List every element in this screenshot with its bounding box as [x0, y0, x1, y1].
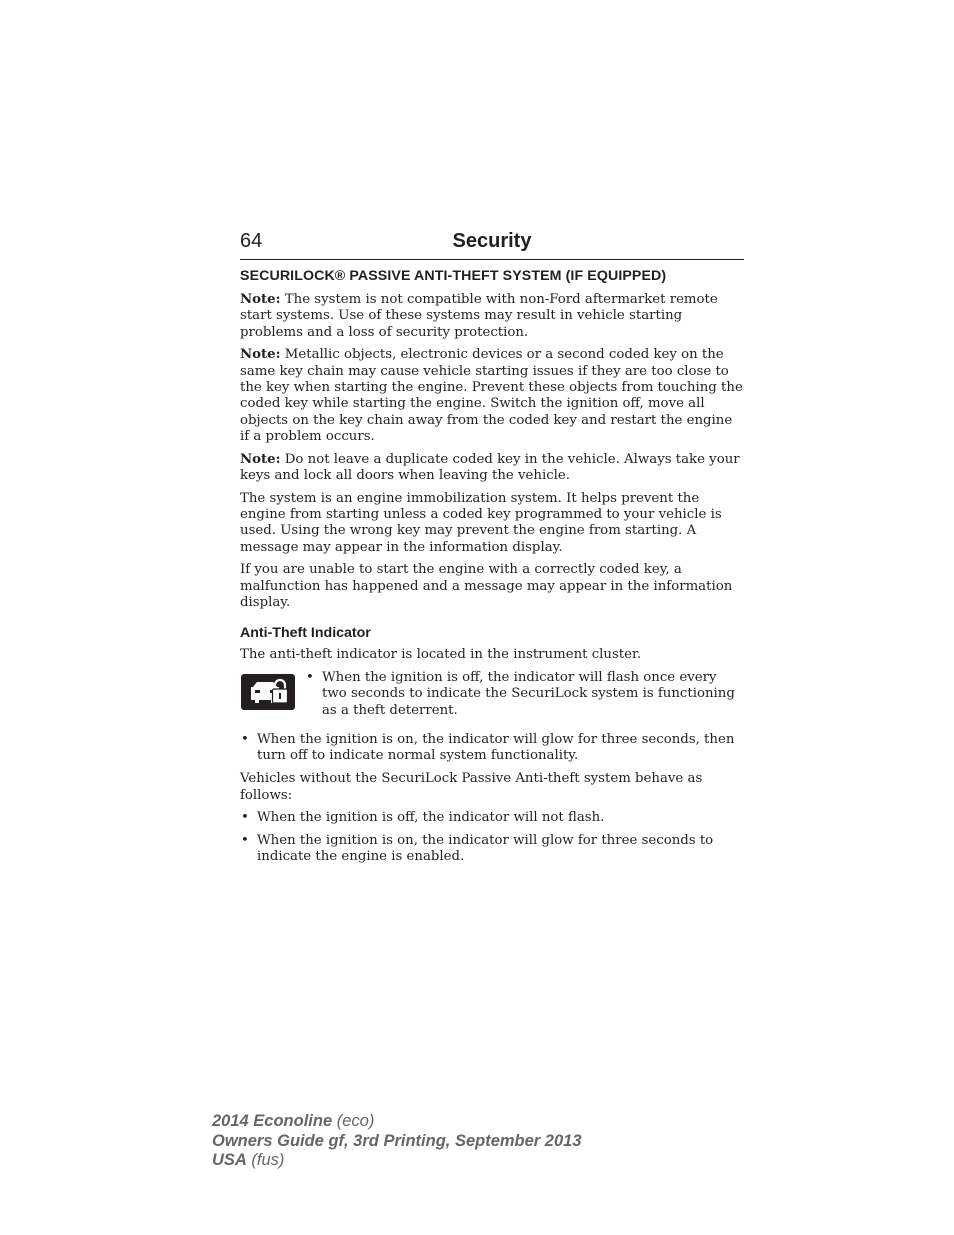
body-paragraph: If you are unable to start the engine with a correctly coded key, a malfunction has happened and a message may appear in the information display. [240, 562, 733, 611]
footer-market-code: (fus) [246, 1151, 285, 1169]
list-item [305, 670, 744, 719]
footer-market: USA [212, 1151, 247, 1169]
page-header [240, 229, 744, 260]
note-text: The system is not compatible with non-Ford aftermarket remote start systems. Use of these systems may result in vehicle starting problems and a loss of security protection. [240, 292, 718, 340]
note-text: Metallic objects, electronic devices or a second coded key on the same key chain may cause vehicle starting issues if they are too close to the key when starting the engine. Prevent these objects from touching the coded key while starting the engine. Switch the ignition off, move all objects on the key chain away from the coded key and restart the engine if a problem occurs. [240, 347, 743, 444]
bullet-mark: • [241, 833, 249, 849]
footer-model-code: (eco) [332, 1112, 375, 1130]
anti-theft-heading: Anti-Theft Indicator [240, 625, 371, 642]
page-content [240, 266, 744, 872]
note-label: Note: [240, 292, 281, 307]
body-paragraph: The system is an engine immobilization system. It helps prevent the engine from starting unless a coded key programmed to your vehicle is used. Using the wrong key may prevent the engine from starting. A message may appear in the information display. [240, 490, 722, 555]
note-paragraph [240, 452, 744, 485]
bullet-mark: • [306, 670, 314, 686]
footer-line-2 [212, 1132, 582, 1152]
without-intro: Vehicles without the SecuriLock Passive Anti-theft system behave as follows: [240, 771, 703, 803]
footer-edition: Owners Guide gf, 3rd Printing, September 2013 [212, 1131, 582, 1150]
section-heading: SECURILOCK® PASSIVE ANTI-THEFT SYSTEM (IF EQUIPPED) [240, 268, 667, 284]
list-item [240, 732, 744, 765]
footer-model: 2014 Econoline [212, 1112, 333, 1130]
page-title: Security [452, 230, 532, 252]
note-paragraph [240, 347, 744, 445]
list-item-text: When the ignition is off, the indicator will not flash. [257, 810, 605, 826]
note-label: Note: [240, 451, 281, 467]
list-item [240, 810, 744, 826]
indicator-row [240, 670, 744, 726]
footer-line-3 [212, 1151, 582, 1171]
bullet-mark: • [241, 732, 249, 748]
list-item [240, 833, 744, 866]
note-paragraph [240, 292, 744, 341]
list-item-text: When the ignition is on, the indicator will glow for three seconds to indicate the engine is enabled. [257, 833, 714, 865]
list-item-text: When the ignition is off, the indicator will flash once every two seconds to indicate the SecuriLock system is functioning as a theft deterrent. [322, 670, 735, 718]
indicator-bullet-list [305, 670, 744, 719]
bullet-mark: • [241, 810, 249, 826]
anti-theft-intro: The anti-theft indicator is located in the instrument cluster. [240, 647, 642, 663]
list-item-text: When the ignition is on, the indicator will glow for three seconds, then turn off to indicate normal system functionality. [257, 732, 735, 764]
page-footer [212, 1112, 582, 1171]
page-number: 64 [240, 230, 263, 252]
note-label: Note: [240, 347, 281, 363]
note-text: Do not leave a duplicate coded key in the vehicle. Always take your keys and lock all doors when leaving the vehicle. [240, 451, 740, 483]
footer-line-1 [212, 1112, 582, 1132]
anti-theft-lock-icon [241, 674, 295, 710]
